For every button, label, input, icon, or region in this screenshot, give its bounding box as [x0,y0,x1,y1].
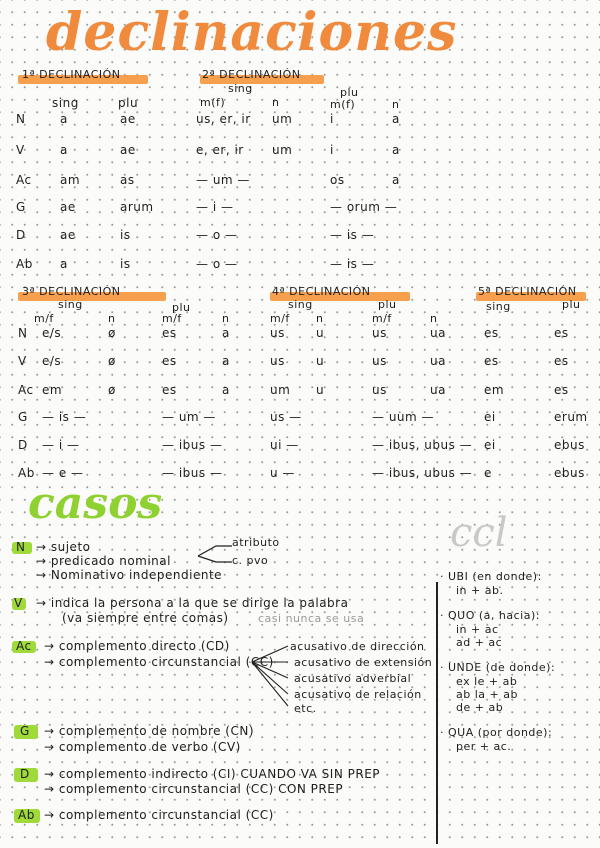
decl3-case-label: Ab [18,466,35,480]
decl1-heading: 1ª DECLINACIÓN [22,68,121,81]
decl4-heading: 4ª DECLINACIÓN [272,285,371,298]
d-line-2: → complemento circunstancial (CC) CON PREP [44,782,344,796]
decl3-cell: — um — [162,410,216,424]
ac-branch-relacion: acusativo de relación [294,688,422,701]
decl1-case-label: D [16,228,26,242]
decl5-sing-cell: em [484,383,505,397]
ac-branch-adverbial: acusativo adverbial [294,672,412,685]
decl5-plu-cell: ebus [554,438,585,452]
ccl-question: · UNDE (de donde): [440,661,556,674]
decl4-col-header: n [430,312,438,325]
decl5-sing-label: sing [486,300,511,313]
decl4-cell: us [372,383,387,397]
decl3-cell: ø [108,326,116,340]
decl3-col-header: n [108,312,116,325]
ac-branch-direccion: acusativo de dirección [290,640,425,653]
decl2-cell: a [392,173,400,187]
ccl-answer: per + ac. [456,740,512,753]
decl2-plu-label: plu [340,86,359,99]
decl2-cell: a [392,112,400,126]
decl1-sing-cell: am [60,173,81,187]
decl4-cell: u [316,326,325,340]
ac-branch-etc: etc. [294,702,317,715]
g-line-2: → complemento de verbo (CV) [44,740,241,754]
decl2-heading: 2ª DECLINACIÓN [202,68,301,81]
decl1-plu-cell: is [120,228,131,242]
decl2-cell: um [272,143,293,157]
decl4-cell: ua [430,354,446,368]
decl3-sing-label: sing [58,298,83,311]
decl3-cell: em [42,383,63,397]
decl2-cell: — is — [330,257,375,271]
ccl-answer: ab la + ab [456,688,518,701]
ccl-question: · QUO (a, hacia): [440,609,540,622]
decl2-sing-label: sing [228,82,253,95]
ccl-heading: ccl [450,510,508,556]
decl3-cell: — ibus — [162,466,223,480]
decl1-sing-cell: ae [60,200,76,214]
decl2-cell: os [330,173,345,187]
decl4-col-header: m/f [270,312,290,325]
decl5-sing-cell: es [484,326,499,340]
decl3-cell: e/s [42,326,62,340]
decl4-col-header: m/f [372,312,392,325]
decl2-col-header: n [392,98,400,111]
decl3-case-label: V [18,354,27,368]
decl5-sing-cell: es [484,354,499,368]
d-tag: D [20,767,30,781]
ccl-answer: in + ac [456,623,499,636]
ac-tag: Ac [16,639,32,653]
decl1-plu-label: plu [118,96,139,110]
decl5-plu-cell: es [554,383,569,397]
decl3-cell: es [162,326,177,340]
decl4-cell: ui — [270,438,299,452]
decl3-cell: — ibus — [162,438,223,452]
decl4-cell: ua [430,326,446,340]
decl3-cell: — e — [42,466,84,480]
decl2-cell: — o — [196,257,238,271]
decl3-cell: ø [108,383,116,397]
decl1-plu-cell: is [120,257,131,271]
decl3-cell: es [162,354,177,368]
decl3-col-header: m/f [162,312,182,325]
decl4-cell: — ibus, ubus — [372,438,473,452]
decl4-cell: — uum — [372,410,435,424]
decl2-cell: — orum — [330,200,398,214]
decl5-plu-cell: es [554,354,569,368]
decl3-cell: a [222,383,230,397]
decl2-cell: us, er, ir [196,112,251,126]
decl1-plu-cell: arum [120,200,154,214]
decl4-cell: u [316,383,325,397]
decl3-cell: ø [108,354,116,368]
decl2-cell: i [330,112,334,126]
decl4-cell: um [270,383,291,397]
decl2-cell: i [330,143,334,157]
decl5-sing-cell: e [484,466,492,480]
decl4-cell: us [372,354,387,368]
decl1-case-label: Ab [16,257,33,271]
decl1-case-label: N [16,112,26,126]
decl1-case-label: V [16,143,25,157]
decl1-sing-cell: a [60,143,68,157]
d-line-1: → complemento indirecto (CI) CUANDO VA SIN PREP [44,767,381,781]
decl1-case-label: Ac [16,173,32,187]
decl2-cell: — o — [196,228,238,242]
n-branch-arrows [196,542,236,566]
ab-tag: Ab [18,808,35,822]
ccl-answer: in + ab. [456,584,504,597]
decl5-plu-cell: ebus [554,466,585,480]
ccl-answer: ex le + ab [456,675,518,688]
casos-heading: casos [28,478,163,529]
decl1-plu-cell: ae [120,143,136,157]
v-line-2: (va siempre entre comas) [62,611,229,625]
decl3-plu-label: plu [172,301,191,314]
decl3-case-label: D [18,438,28,452]
ac-line-1: → complemento directo (CD) [44,639,230,653]
decl5-plu-cell: erum [554,410,588,424]
decl4-cell: us — [270,410,302,424]
decl3-cell: es [162,383,177,397]
decl1-plu-cell: as [120,173,135,187]
g-tag: G [20,724,30,738]
decl5-sing-cell: ei [484,438,496,452]
decl2-cell: e, er, ir [196,143,244,157]
decl2-cell: — is — [330,228,375,242]
decl3-col-header: m/f [34,312,54,325]
decl2-cell: — um — [196,173,250,187]
decl1-plu-cell: ae [120,112,136,126]
n-branch-cpvo: c. pvo [232,554,269,567]
v-note: casi nunca se usa [258,612,365,625]
ccl-answer: de + ab [456,701,504,714]
v-line-1: → indica la persona a la que se dirige la palabra [36,596,349,610]
page-title: declinaciones [46,2,458,63]
n-tag: N [16,540,26,554]
n-line-3: → Nominativo independiente [36,568,223,582]
ccl-answer: ad + ac [456,636,503,649]
decl1-sing-cell: a [60,257,68,271]
decl3-case-label: G [18,410,28,424]
decl4-cell: — ibus, ubus — [372,466,473,480]
ac-branch-arrows [250,640,292,710]
decl1-sing-label: sing [52,96,79,110]
ab-line-1: → complemento circunstancial (CC) [44,808,274,822]
decl2-cell: um [272,112,293,126]
decl5-sing-cell: ei [484,410,496,424]
n-line-1: → sujeto [36,540,91,554]
decl4-cell: us [270,354,285,368]
n-line-2: → predicado nominal [36,554,171,568]
decl4-plu-label: plu [378,298,397,311]
decl4-sing-label: sing [288,298,313,311]
decl2-col-header: n [272,96,280,109]
decl4-cell: u [316,354,325,368]
n-branch-atributo: atributo [232,536,280,549]
decl3-case-label: N [18,326,28,340]
decl3-heading: 3ª DECLINACIÓN [22,285,121,298]
decl4-cell: us [372,326,387,340]
decl1-sing-cell: ae [60,228,76,242]
decl4-cell: us [270,326,285,340]
decl3-cell: a [222,354,230,368]
ac-line-2: → complemento circunstancial (CC) [44,655,274,669]
decl5-plu-label: plu [562,298,581,311]
decl3-col-header: n [222,312,230,325]
decl2-cell: a [392,143,400,157]
decl4-cell: ua [430,383,446,397]
g-line-1: → complemento de nombre (CN) [44,724,255,738]
decl2-col-header: m(f) [200,96,226,109]
decl3-cell: — is — [42,410,87,424]
ccl-divider [436,582,438,844]
decl4-cell: u — [270,466,295,480]
decl1-case-label: G [16,200,26,214]
ccl-question: · UBI (en donde): [440,570,542,583]
v-tag: V [14,596,23,610]
decl3-cell: — i — [42,438,80,452]
decl1-sing-cell: a [60,112,68,126]
decl3-cell: a [222,326,230,340]
decl2-cell: — i — [196,200,234,214]
decl5-heading: 5ª DECLINACIÓN [478,285,577,298]
decl5-plu-cell: es [554,326,569,340]
ccl-question: · QUA (por donde): [440,726,553,739]
decl4-col-header: n [316,312,324,325]
decl2-col-header: m(f) [330,98,356,111]
ac-branch-extension: acusativo de extensión [294,656,433,669]
decl3-case-label: Ac [18,383,34,397]
decl3-cell: e/s [42,354,62,368]
